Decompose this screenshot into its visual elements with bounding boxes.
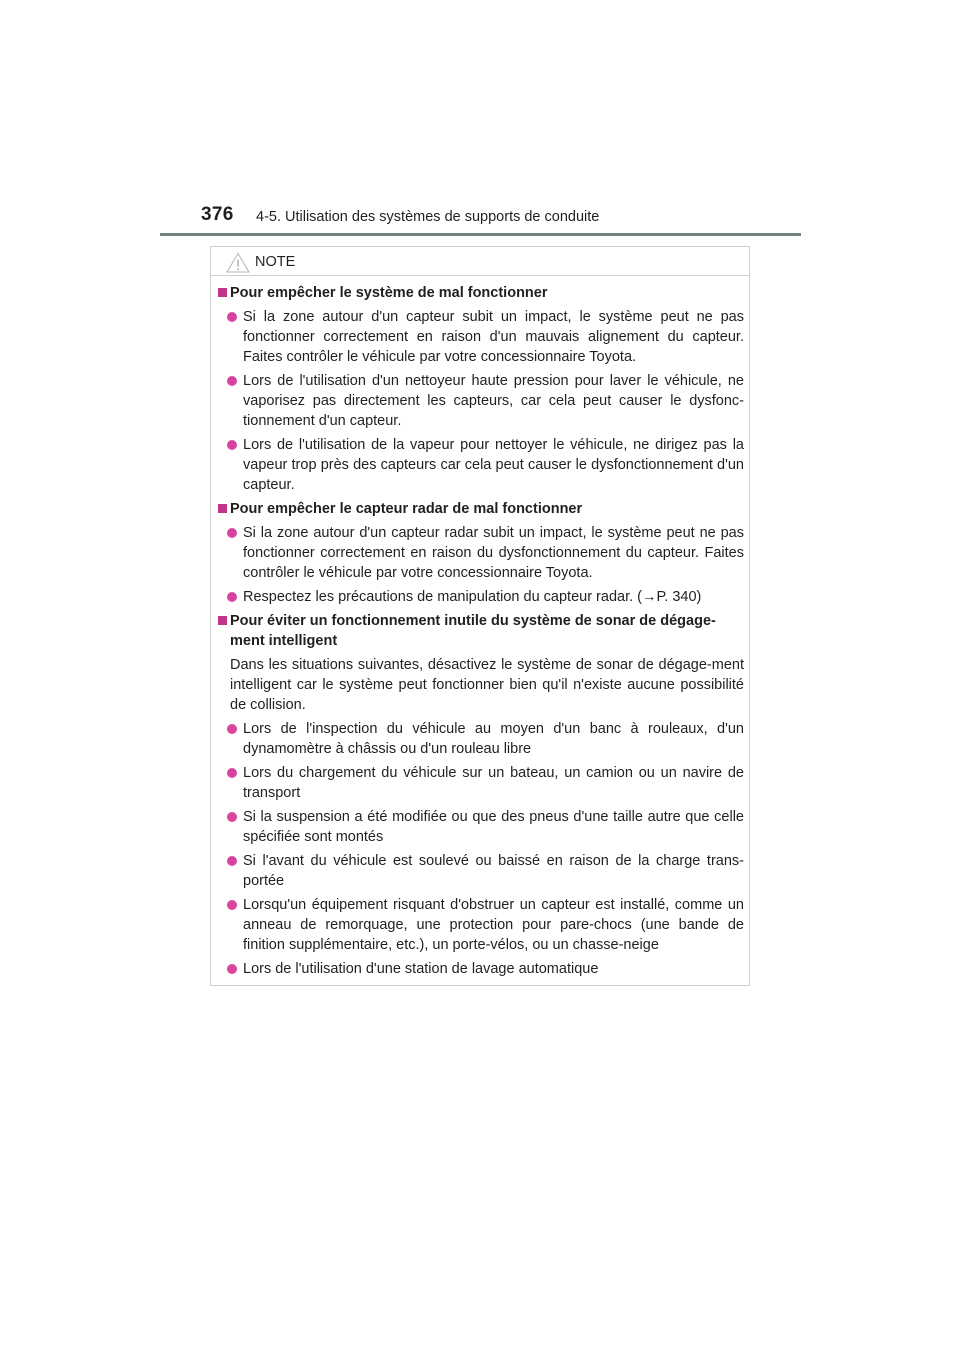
circle-bullet-icon [227,724,237,734]
note-header [211,247,749,276]
section-heading: Pour éviter un fonctionnement inutile du système de sonar de dégage-ment intelligent [217,611,744,651]
square-bullet-icon [218,504,227,513]
note-box [210,246,750,986]
section-heading: Pour empêcher le système de mal fonctionner [217,283,744,303]
circle-bullet-icon [227,900,237,910]
list-item: Lors de l'utilisation d'une station de lavage automatique [217,959,744,979]
section-title: 4-5. Utilisation des systèmes de supports de conduite [256,209,600,225]
list-item: Si la suspension a été modifiée ou que des pneus d'une taille autre que celle spécifiée sont montés [217,807,744,847]
list-item: Si la zone autour d'un capteur subit un impact, le système peut ne pas fonctionner correctement en raison d'un mauvais alignement du capteur. Faites contrôler le véhicule par votre concessionnaire Toyota. [217,307,744,367]
list-item: Respectez les précautions de manipulation du capteur radar. (→P. 340) [217,587,744,607]
section-heading: Pour empêcher le capteur radar de mal fonctionner [217,499,744,519]
note-label: NOTE [255,254,296,270]
list-item: Lors de l'utilisation d'un nettoyeur haute pression pour laver le véhicule, ne vaporisez pas directement les capteurs, car cela peut causer le dysfonc-tionnement d'un capteur. [217,371,744,431]
header-rule [160,233,801,236]
circle-bullet-icon [227,964,237,974]
list-item: Lorsqu'un équipement risquant d'obstruer un capteur est installé, comme un anneau de remorquage, une protection pour pare-chocs (une bande de finition supplémentaire, etc.), un porte-vélos, ou un chasse-neige [217,895,744,955]
circle-bullet-icon [227,592,237,602]
circle-bullet-icon [227,768,237,778]
list-item: Lors du chargement du véhicule sur un bateau, un camion ou un navire de transport [217,763,744,803]
circle-bullet-icon [227,856,237,866]
square-bullet-icon [218,616,227,625]
square-bullet-icon [218,288,227,297]
circle-bullet-icon [227,376,237,386]
list-item: Lors de l'inspection du véhicule au moyen d'un banc à rouleaux, d'un dynamomètre à châssis ou d'un rouleau libre [217,719,744,759]
circle-bullet-icon [227,812,237,822]
circle-bullet-icon [227,440,237,450]
note-content [217,283,744,983]
circle-bullet-icon [227,312,237,322]
list-item: Lors de l'utilisation de la vapeur pour nettoyer le véhicule, ne dirigez pas la vapeur trop près des capteurs car cela peut causer le dysfonctionnement d'un capteur. [217,435,744,495]
page-number: 376 [201,204,234,225]
list-item: Si l'avant du véhicule est soulevé ou baissé en raison de la charge trans-portée [217,851,744,891]
circle-bullet-icon [227,528,237,538]
warning-triangle-icon [226,252,250,273]
section-paragraph: Dans les situations suivantes, désactivez le système de sonar de dégage-ment intelligent car le système peut fonctionner bien qu'il n'existe aucune possibilité de collision. [230,657,744,713]
list-item: Si la zone autour d'un capteur radar subit un impact, le système peut ne pas fonctionner correctement en raison du dysfonctionnement du capteur. Faites contrôler le véhicule par votre concessionnaire Toyota. [217,523,744,583]
